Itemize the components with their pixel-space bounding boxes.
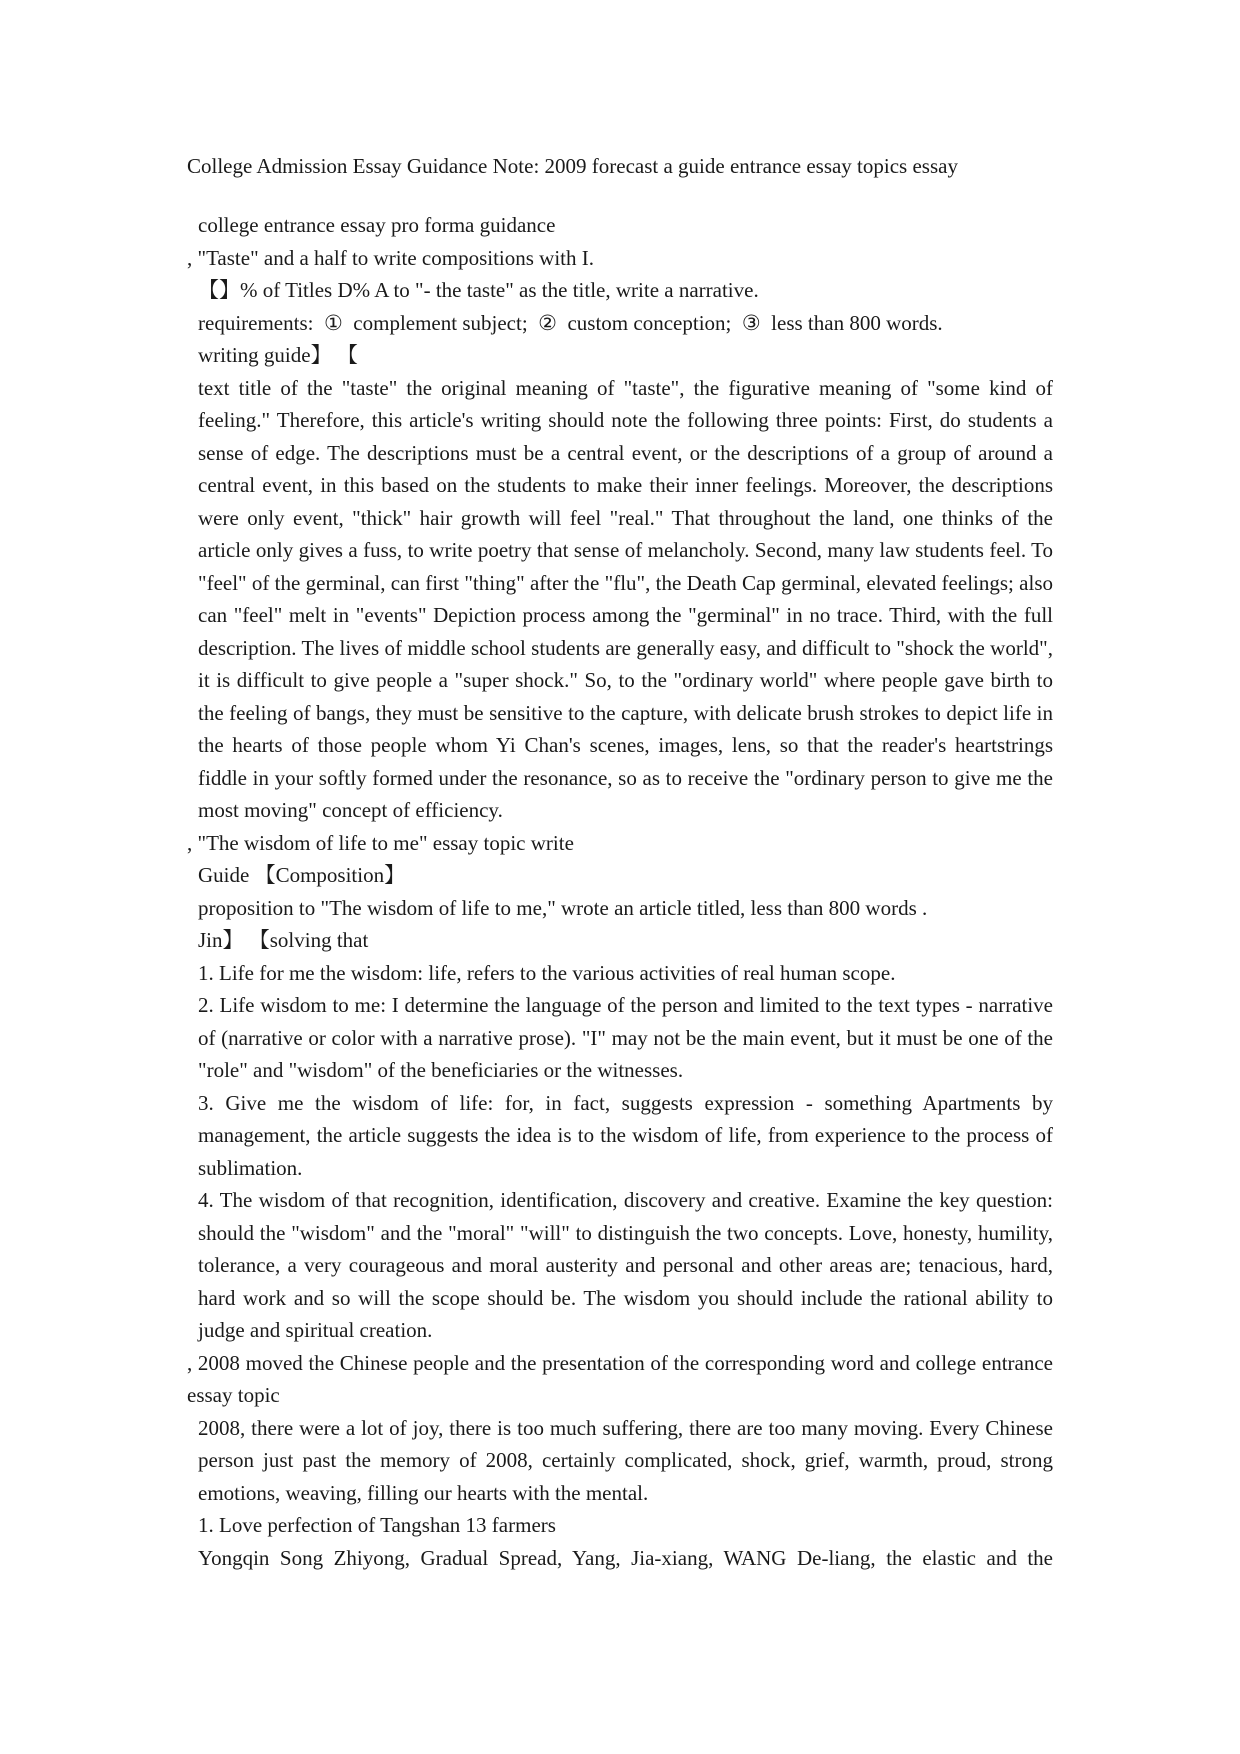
paragraph: , "The wisdom of life to me" essay topic write	[187, 830, 574, 855]
document-body	[187, 209, 1053, 1574]
document-page	[187, 150, 1053, 1574]
paragraph: writing guide】 【	[198, 343, 358, 367]
paragraph: proposition to "The wisdom of life to me," wrote an article titled, less than 800 words .	[198, 895, 928, 920]
document-title: College Admission Essay Guidance Note: 2009 forecast a guide entrance essay topics essay	[187, 154, 958, 178]
paragraph: 1. Love perfection of Tangshan 13 farmers	[198, 1513, 556, 1537]
paragraph: Jin】 【solving that	[198, 928, 369, 952]
paragraph: text title of the "taste" the original meaning of "taste", the figurative meaning of "some kind of feeling." Therefore, this article's writing should note the following three points: First, do students a sense of edge. The descriptions must be a central event, or the descriptions of a group of around a central event, in this based on the students to make their inner feelings. Moreover, the descriptions were only event, "thick" hair growth will feel "real." That throughout the land, one thinks of the article only gives a fuss, to write poetry that sense of melancholy. Second, many law students feel. To "feel" of the germinal, can first "thing" after the "flu", the Death Cap germinal, elevated feelings; also can "feel" melt in "events" Depiction process among the "germinal" in no trace. Third, with the full description. The lives of middle school students are generally easy, and difficult to "shock the world", it is difficult to give people a "super shock." So, to the "ordinary world" where people gave birth to the feeling of bangs, they must be sensitive to the capture, with delicate brush strokes to depict life in the hearts of those people whom Yi Chan's scenes, images, lens, so that the reader's heartstrings fiddle in your softly formed under the resonance, so as to receive the "ordinary person to give me the most moving" concept of efficiency.	[198, 375, 1053, 822]
paragraph: college entrance essay pro forma guidance	[198, 213, 556, 237]
paragraph: 1. Life for me the wisdom: life, refers to the various activities of real human scope.	[198, 960, 896, 985]
paragraph: 2. Life wisdom to me: I determine the language of the person and limited to the text types - narrative of (narrative or color with a narrative prose). "I" may not be the main event, but it must be one of the "role" and "wisdom" of the beneficiaries or the witnesses.	[198, 993, 1053, 1082]
paragraph: , 2008 moved the Chinese people and the presentation of the corresponding word and college entrance essay topic	[187, 1350, 1053, 1407]
paragraph: 【】% of Titles D% A to "- the taste" as the title, write a narrative.	[198, 278, 759, 302]
paragraph: Yongqin Song Zhiyong, Gradual Spread, Yang, Jia-xiang, WANG De-liang, the elastic and the	[198, 1545, 1053, 1570]
paragraph: 3. Give me the wisdom of life: for, in fact, suggests expression - something Apartments by management, the article suggests the idea is to the wisdom of life, from experience to the process of sublimation.	[198, 1090, 1053, 1180]
paragraph: requirements: ① complement subject; ② custom conception; ③ less than 800 words.	[198, 310, 943, 335]
paragraph: 2008, there were a lot of joy, there is too much suffering, there are too many moving. Every Chinese person just past the memory of 2008, certainly complicated, shock, grief, warmth, proud, strong emotions, weaving, filling our hearts with the mental.	[198, 1415, 1053, 1505]
paragraph: , "Taste" and a half to write compositions with I.	[187, 245, 595, 270]
paragraph: 4. The wisdom of that recognition, identification, discovery and creative. Examine the key question: should the "wisdom" and the "moral" "will" to distinguish the two concepts. Love, honesty, humility, tolerance, a very courageous and moral austerity and personal and other areas are; tenacious, hard, hard work and so will the scope should be. The wisdom you should include the rational ability to judge and spiritual creation.	[198, 1188, 1053, 1342]
paragraph: Guide 【Composition】	[198, 863, 406, 887]
